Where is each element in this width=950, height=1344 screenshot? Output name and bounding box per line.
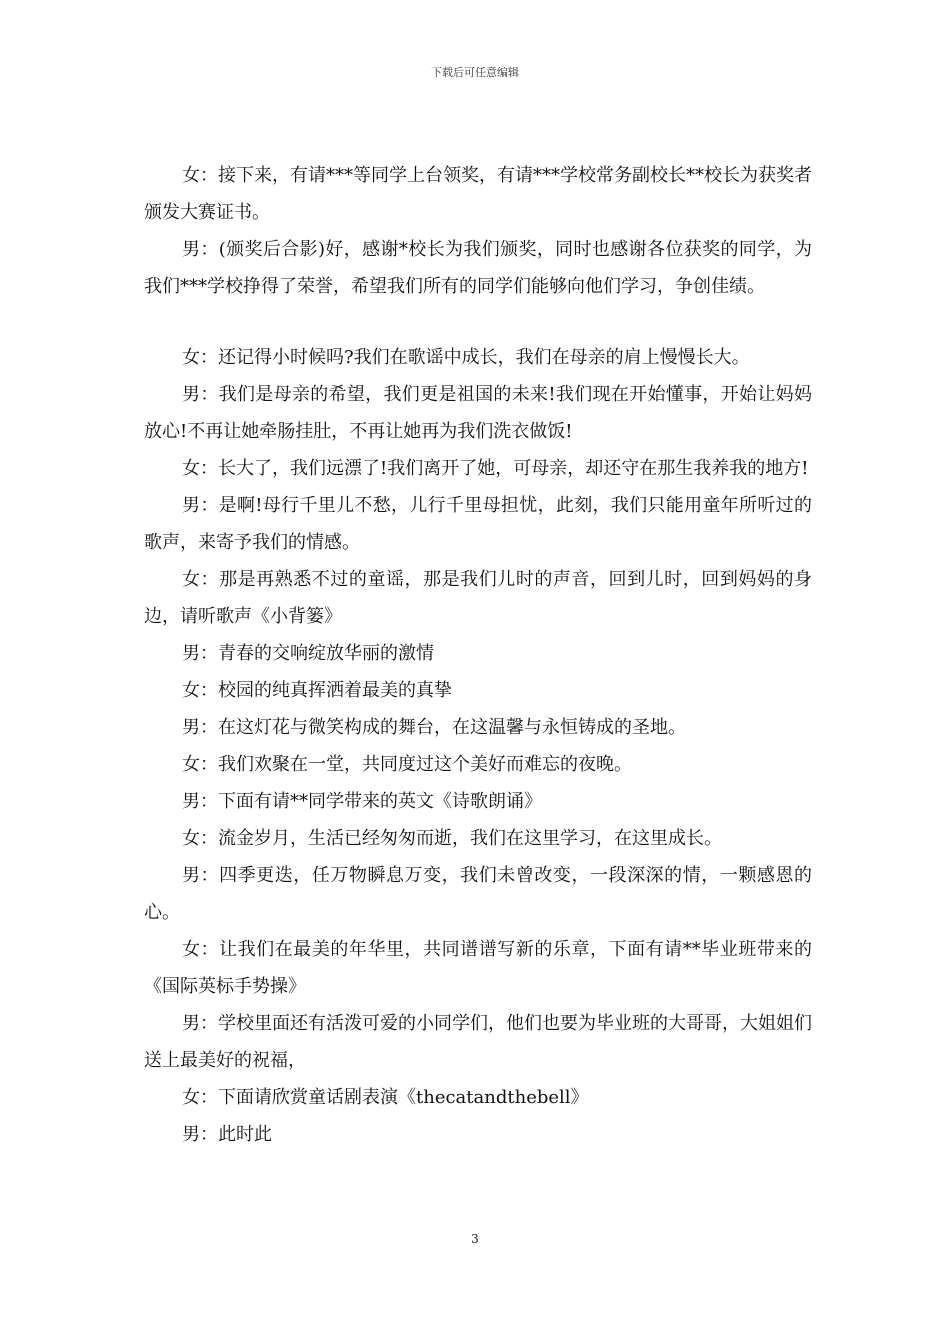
paragraph: 女：流金岁月，生活已经匆匆而逝，我们在这里学习，在这里成长。 (182, 828, 722, 849)
paragraph: 男：下面有请**同学带来的英文《诗歌朗诵》 (182, 791, 542, 812)
paragraph: 女：那是再熟悉不过的童谣，那是我们儿时的声音，回到儿时，回到妈妈的身边，请听歌声《小背篓》 (144, 569, 812, 627)
paragraph: 女：长大了，我们远漂了!我们离开了她，可母亲，却还守在那生我养我的地方! (182, 458, 809, 479)
paragraph: 男：是啊!母行千里儿不愁，儿行千里母担忧，此刻，我们只能用童年所听过的歌声，来寄予我们的情感。 (144, 495, 812, 553)
paragraph: 女：还记得小时候吗?我们在歌谣中成长，我们在母亲的肩上慢慢长大。 (182, 347, 750, 368)
paragraph: 女：下面请欣赏童话剧表演《thecatandthebell》 (182, 1087, 589, 1108)
paragraph: 女：接下来，有请***等同学上台领奖，有请***学校常务副校长**校长为获奖者颁发大赛证书。 (144, 165, 812, 223)
paragraph: 男：四季更迭，任万物瞬息万变，我们未曾改变，一段深深的情，一颗感恩的心。 (144, 865, 812, 923)
page-number: 3 (471, 1232, 479, 1246)
paragraph: 女：让我们在最美的年华里，共同谱谱写新的乐章，下面有请**毕业班带来的《国际英标手势操》 (144, 939, 812, 997)
paragraph: 女：我们欢聚在一堂，共同度过这个美好而难忘的夜晚。 (182, 754, 632, 775)
paragraph: 男：此时此 (182, 1124, 272, 1145)
page-header: 下载后可任意编辑 (431, 66, 519, 79)
paragraph-spacer (144, 305, 812, 339)
paragraph: 男：(颁奖后合影)好，感谢*校长为我们颁奖，同时也感谢各位获奖的同学，为我们***学校挣得了荣誉，希望我们所有的同学们能够向他们学习，争创佳绩。 (144, 239, 812, 297)
paragraph: 女：校园的纯真挥洒着最美的真挚 (182, 680, 452, 701)
paragraph: 男：青春的交响绽放华丽的激情 (182, 643, 434, 664)
paragraph: 男：在这灯花与微笑构成的舞台，在这温馨与永恒铸成的圣地。 (182, 717, 686, 738)
document-body (144, 157, 812, 1153)
paragraph: 男：学校里面还有活泼可爱的小同学们，他们也要为毕业班的大哥哥，大姐姐们送上最美好的祝福， (144, 1013, 812, 1071)
paragraph: 男：我们是母亲的希望，我们更是祖国的未来!我们现在开始懂事，开始让妈妈放心!不再让她牵肠挂肚，不再让她再为我们洗衣做饭! (144, 384, 812, 442)
